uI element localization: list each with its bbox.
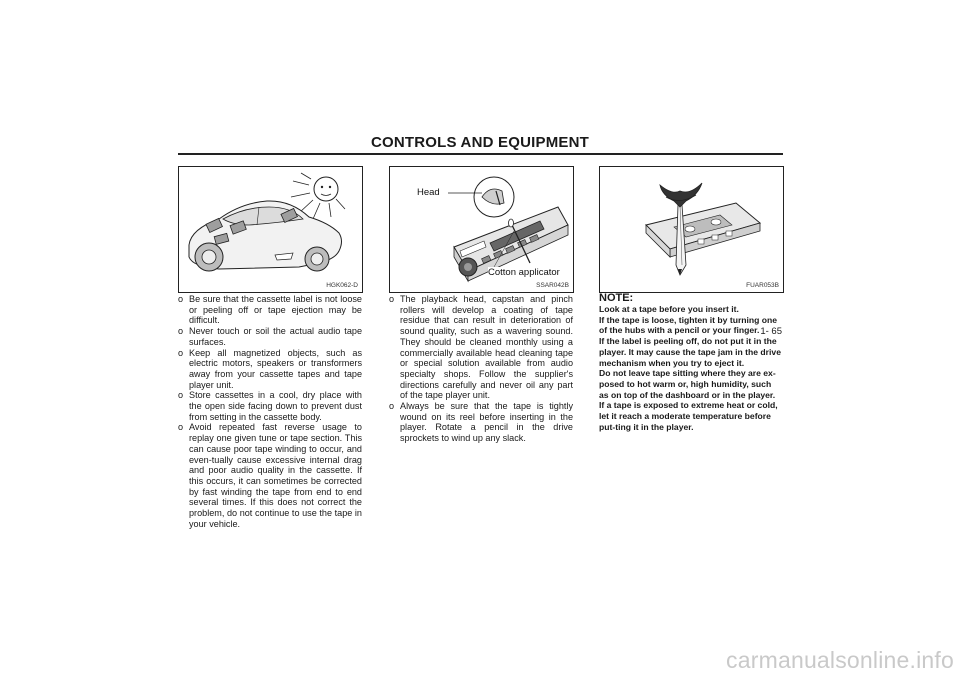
note-column [599, 292, 783, 432]
note-body [599, 304, 783, 432]
header-rule [178, 153, 783, 155]
figure-code: FUAR053B [746, 282, 779, 289]
cassette-pencil-illustration [600, 167, 783, 292]
note-line: Do not leave tape sitting where they are ex-posed to hot warm or, high humidity, such as on top of the dashboard or in the player. [599, 368, 776, 400]
note-line: If the tape is loose, tighten it by turning one of the hubs with a pencil or your finger. [599, 314, 778, 336]
figure-cassette-pencil [599, 166, 784, 293]
note-line: If a tape is exposed to extreme heat or cold, let it reach a moderate temperature before put-ting it in the player. [599, 400, 778, 432]
figure-tape-player [389, 166, 574, 293]
page-number: 1- 65 [760, 326, 782, 337]
figure-code: SSAR042B [536, 282, 569, 289]
note-line: Look at a tape before you insert it. [599, 304, 739, 314]
callout-cotton-applicator: Cotton applicator [488, 267, 560, 278]
list-item: o The playback head, capstan and pinch rollers will develop a coating of tape residue that can result in deterioration of sound quality, such as a wavering sound. They should be cleaned monthly using a commercially available head cleaning tape or special solution available from audio specialty shops. Follow the supplier's directions carefully and never oil any part of the tape player unit. [389, 294, 573, 401]
middle-bullet-list [389, 294, 573, 444]
note-heading: NOTE: [599, 292, 634, 304]
list-item: o Keep all magnetized objects, such as electric motors, speakers or transformers away from your cassette tapes and tape player unit. [178, 348, 362, 391]
watermark: carmanualsonline.info [726, 647, 954, 673]
car-sun-illustration [179, 167, 362, 292]
list-item: o Never touch or soil the actual audio tape surfaces. [178, 326, 362, 347]
left-column [178, 294, 362, 529]
list-item: o Be sure that the cassette label is not loose or peeling off or tape ejection may be difficult. [178, 294, 362, 326]
page-header-title: CONTROLS AND EQUIPMENT [370, 134, 589, 151]
note-line: If the label is peeling off, do not put it in the player. It may cause the tape jam in the drive mechanism when you try to eject it. [599, 336, 781, 368]
list-item: o Avoid repeated fast reverse usage to replay one given tune or tape section. This can cause poor tape winding to occur, and even-tually cause excessive internal drag and poor audio quality in the cassette. If this occurs, it can sometimes be corrected by fast winding the tape from end to end several times. If this does not correct the problem, do not continue to use the tape in your vehicle. [178, 422, 362, 529]
list-item: o Always be sure that the tape is tightly wound on its reel before inserting in the player. Rotate a pencil in the drive sprockets to wind up any slack. [389, 401, 573, 444]
middle-column [389, 294, 573, 444]
figure-code: HGK062-D [326, 282, 358, 289]
list-item: o Store cassettes in a cool, dry place with the open side facing down to prevent dust from setting in the cassette body. [178, 390, 362, 422]
left-bullet-list [178, 294, 362, 529]
figure-car-sun [178, 166, 363, 293]
callout-head: Head [417, 187, 440, 198]
